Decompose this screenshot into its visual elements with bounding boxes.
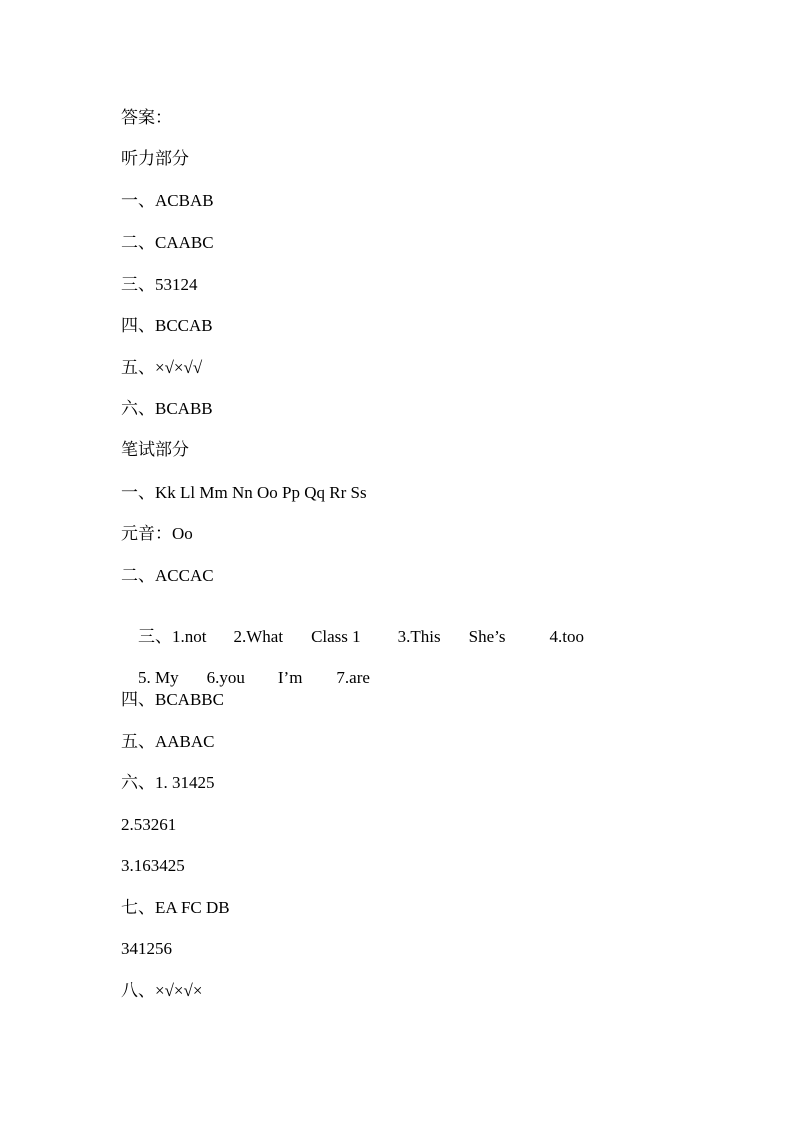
answer-3-item-1: 三、1.not (138, 627, 207, 646)
listening-heading: 听力部分 (121, 149, 189, 168)
answer-3-item-2b: Class 1 (311, 627, 361, 646)
written-answer-1-vowel: 元音：Oo (121, 524, 193, 543)
listening-answer-6: 六、BCABB (121, 399, 213, 418)
listening-answer-3: 三、53124 (121, 275, 198, 294)
written-heading: 笔试部分 (121, 440, 189, 459)
answer-3-item-3b: She’s (468, 627, 506, 646)
written-answer-5: 五、AABAC (121, 732, 215, 751)
written-answer-6-1: 六、1. 31425 (121, 773, 215, 792)
written-answer-6-2: 2.53261 (121, 815, 177, 834)
written-answer-8: 八、×√×√× (121, 981, 203, 1000)
listening-answer-5: 五、×√×√√ (121, 358, 203, 377)
listening-answer-4: 四、BCCAB (121, 316, 213, 335)
answer-3-item-6b: I’m (277, 668, 303, 687)
written-answer-6-3: 3.163425 (121, 856, 185, 875)
written-answer-2: 二、ACCAC (121, 566, 214, 585)
answer-3-item-5: 5. My (138, 668, 179, 687)
listening-answer-2: 二、CAABC (121, 233, 214, 252)
written-answer-1: 一、Kk Ll Mm Nn Oo Pp Qq Rr Ss (121, 483, 367, 502)
answer-3-item-7: 7.are (336, 668, 370, 687)
listening-answer-1: 一、ACBAB (121, 191, 214, 210)
answer-3-item-4: 4.too (549, 627, 584, 646)
answer-title: 答案： (121, 108, 172, 127)
answer-3-item-6: 6.you (206, 668, 245, 687)
written-answer-7-1: 七、EA FC DB (121, 898, 230, 917)
written-answer-4: 四、BCABBC (121, 690, 224, 709)
written-answer-7-2: 341256 (121, 939, 172, 958)
answer-3-item-3: 3.This (397, 627, 441, 646)
answer-3-item-2: 2.What (233, 627, 284, 646)
